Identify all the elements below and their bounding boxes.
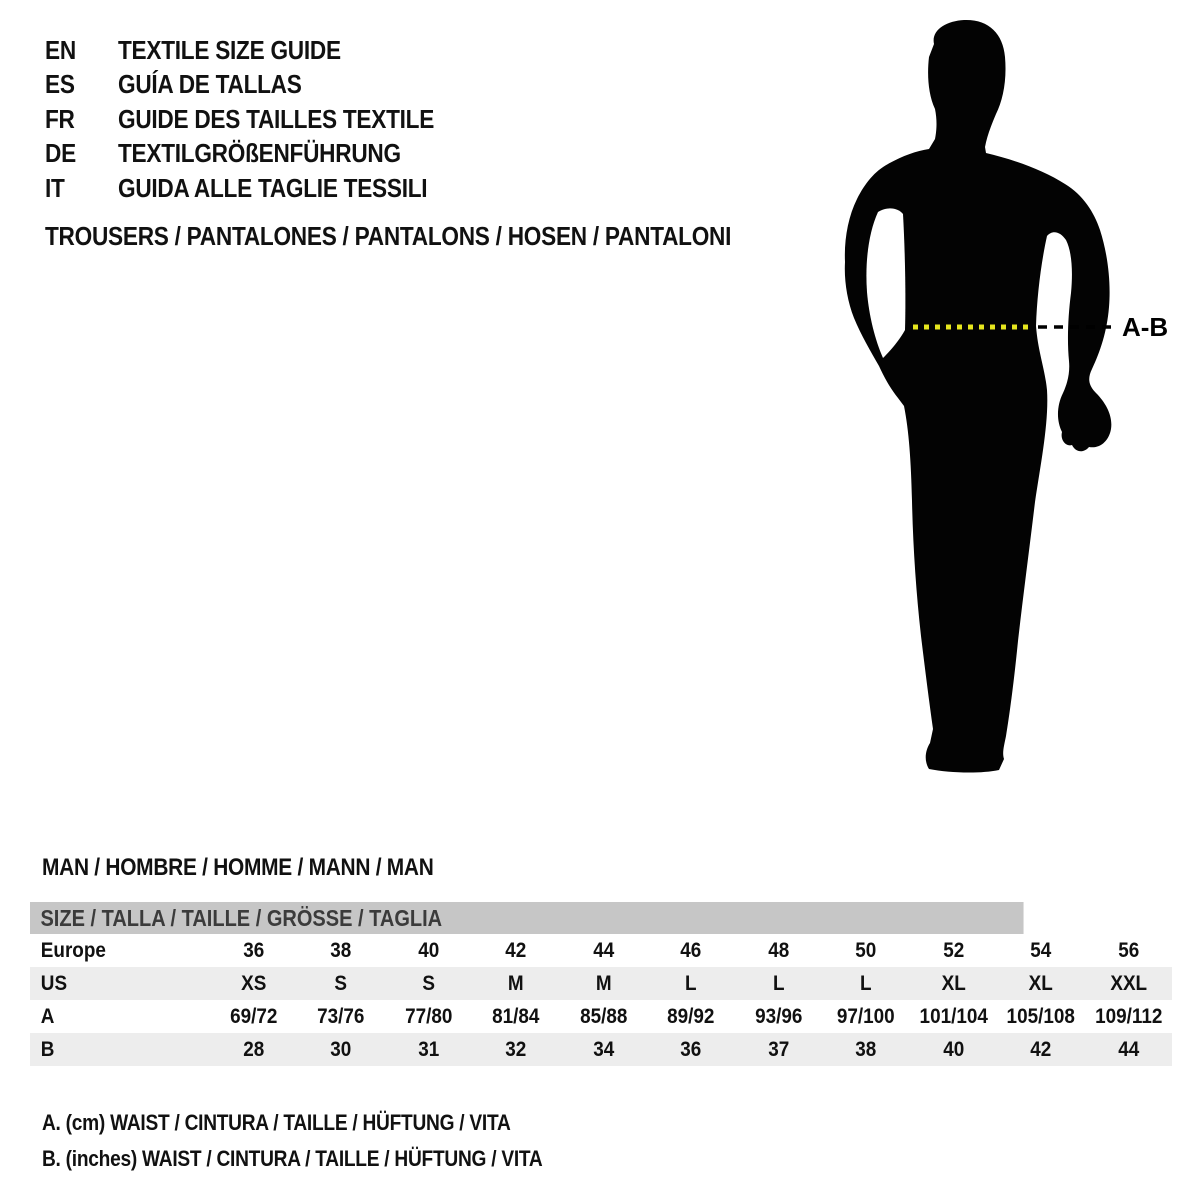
- measure-label-ab: A-B: [1122, 312, 1169, 342]
- size-value-cell: S: [422, 972, 435, 995]
- size-value-cell: 30: [330, 1038, 352, 1061]
- row-label: B: [40, 1038, 55, 1061]
- section-title: MAN / HOMBRE / HOMME / MANN / MAN: [42, 854, 434, 881]
- table-row-b: [30, 1033, 1172, 1066]
- size-value-cell: 109/112: [1094, 1005, 1162, 1028]
- table-row-us: [30, 967, 1172, 1000]
- size-table: [30, 902, 1172, 1066]
- language-row: [45, 171, 481, 206]
- size-value-cell: L: [772, 972, 785, 995]
- size-value-cell: 85/88: [579, 1005, 628, 1028]
- language-row: [45, 102, 481, 137]
- size-value-cell: 44: [593, 939, 615, 962]
- size-value-cell: L: [685, 972, 697, 995]
- size-value-cell: 97/100: [836, 1005, 895, 1028]
- language-code: EN: [45, 34, 76, 65]
- language-code: ES: [45, 69, 75, 100]
- size-value-cell: 101/104: [919, 1005, 988, 1028]
- man-silhouette: [845, 20, 1112, 773]
- size-value-cell: 54: [1030, 939, 1052, 962]
- row-label: A: [40, 1005, 55, 1028]
- size-value-cell: M: [508, 972, 524, 995]
- size-value-cell: 81/84: [492, 1005, 540, 1028]
- size-value-cell: 37: [767, 1038, 789, 1061]
- language-code: DE: [45, 138, 76, 169]
- size-value-cell: 34: [593, 1038, 615, 1061]
- size-value-cell: 44: [1117, 1038, 1139, 1061]
- size-value-cell: XL: [1028, 972, 1053, 995]
- language-label: TEXTILGRÖßENFÜHRUNG: [118, 138, 401, 169]
- footnote-b: B. (inches) WAIST / CINTURA / TAILLE / HÜFTUNG / VITA: [42, 1146, 543, 1171]
- size-table-body: [30, 934, 1172, 1066]
- row-label: Europe: [40, 939, 106, 962]
- size-value-cell: 38: [855, 1038, 877, 1061]
- size-value-cell: 31: [418, 1038, 440, 1061]
- size-table-header: SIZE / TALLA / TAILLE / GRÖSSE / TAGLIA: [30, 902, 1024, 934]
- category-title: TROUSERS / PANTALONES / PANTALONS / HOSEN / PANTALONI: [45, 221, 732, 251]
- table-row-a: [30, 1000, 1172, 1033]
- size-value-cell: 48: [767, 939, 789, 962]
- size-value-cell: XS: [241, 972, 267, 995]
- row-label: US: [40, 972, 68, 995]
- language-row: [45, 33, 481, 68]
- size-value-cell: M: [595, 972, 612, 995]
- size-value-cell: 56: [1117, 939, 1139, 962]
- size-value-cell: XXL: [1109, 972, 1147, 995]
- size-value-cell: 46: [680, 939, 702, 962]
- size-value-cell: 36: [243, 939, 265, 962]
- language-code: FR: [45, 103, 75, 134]
- size-value-cell: 42: [505, 939, 527, 962]
- size-value-cell: S: [334, 972, 348, 995]
- size-value-cell: 40: [418, 939, 440, 962]
- size-value-cell: 89/92: [667, 1005, 715, 1028]
- size-value-cell: 73/76: [317, 1005, 365, 1028]
- language-label: GUIDE DES TAILLES TEXTILE: [118, 103, 435, 134]
- language-list: [45, 33, 481, 206]
- size-value-cell: 50: [855, 939, 877, 962]
- language-label: GUIDA ALLE TAGLIE TESSILI: [118, 172, 428, 203]
- size-value-cell: 40: [942, 1038, 964, 1061]
- left-arm-gap: [866, 208, 905, 358]
- size-value-cell: 93/96: [754, 1005, 803, 1028]
- language-label: TEXTILE SIZE GUIDE: [118, 34, 341, 65]
- language-code: IT: [45, 172, 65, 203]
- footnote-a: A. (cm) WAIST / CINTURA / TAILLE / HÜFTUNG / VITA: [42, 1110, 511, 1135]
- size-value-cell: 52: [942, 939, 964, 962]
- size-value-cell: L: [860, 972, 872, 995]
- language-row: [45, 68, 481, 103]
- size-value-cell: 28: [243, 1038, 265, 1061]
- size-value-cell: 69/72: [230, 1005, 278, 1028]
- size-value-cell: 42: [1030, 1038, 1052, 1061]
- footnotes: [42, 1110, 617, 1182]
- table-row-europe: [30, 934, 1172, 967]
- size-value-cell: 32: [505, 1038, 527, 1061]
- language-row: [45, 137, 481, 172]
- language-label: GUÍA DE TALLAS: [118, 69, 302, 100]
- size-value-cell: 77/80: [404, 1005, 453, 1028]
- size-value-cell: XL: [941, 972, 966, 995]
- size-value-cell: 36: [680, 1038, 702, 1061]
- size-value-cell: 105/108: [1006, 1005, 1075, 1028]
- size-value-cell: 38: [330, 939, 352, 962]
